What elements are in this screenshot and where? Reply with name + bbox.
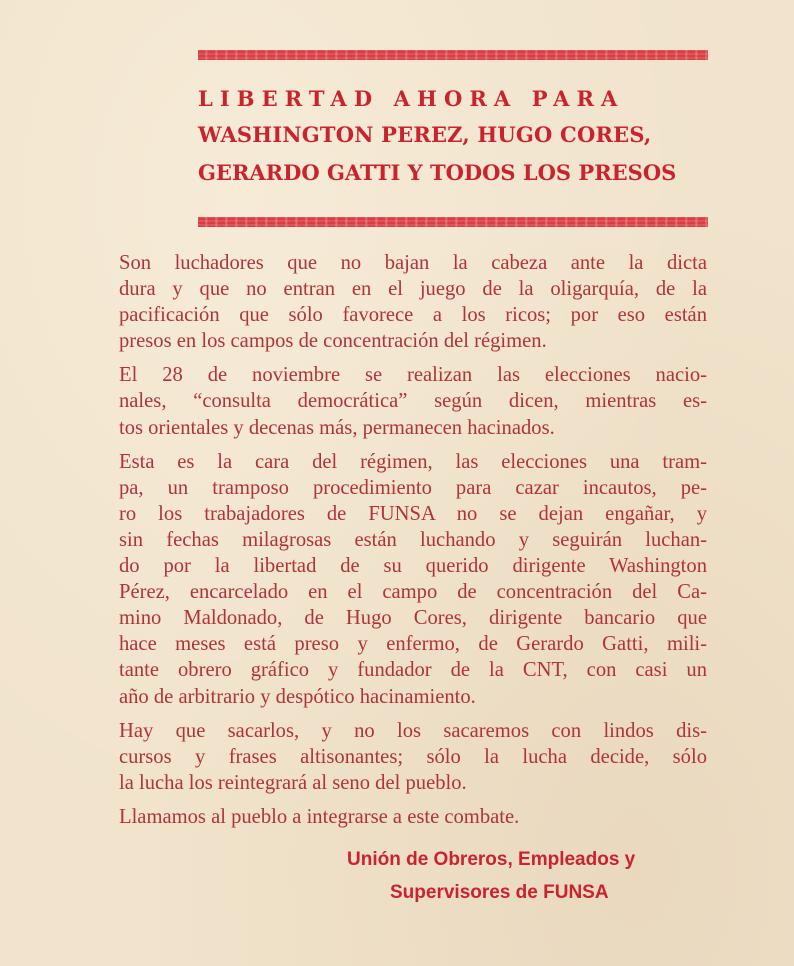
body-line: tos orientales y decenas más, permanecen hacinados. [119,416,555,439]
body-line: año de arbitrario y despótico hacinamiento. [119,685,476,708]
body-line: pacificación que sólo favorece a los ricos; por eso están [119,304,707,327]
body-line: Hay que sacarlos, y no los sacaremos con lindos dis- [119,719,707,742]
body-line: Llamamos al pueblo a integrarse a este combate. [119,805,520,828]
body-line: la lucha los reintegrará al seno del pueblo. [119,771,467,794]
body-line: Pérez, encarcelado en el campo de concentración del Ca- [119,581,707,604]
body-line: Esta es la cara del régimen, las elecciones una tram- [119,450,707,473]
body-text [119,250,707,830]
headline-line-3: GERARDO GATTI Y TODOS LOS PRESOS [198,160,677,185]
body-line: tante obrero gráfico y fundador de la CNT, con casi un [119,659,707,682]
headline-line-1: LIBERTAD AHORA PARA [198,86,625,111]
body-line: do por la libertad de su querido dirigente Washington [119,555,707,578]
signature-line-1: Unión de Obreros, Empleados y [347,849,636,870]
body-line: nales, “consulta democrática” según dicen, mientras es- [119,390,707,413]
headline-line-2: WASHINGTON PEREZ, HUGO CORES, [198,122,652,147]
bottom-red-rule [198,217,708,227]
paragraph-3 [119,449,707,710]
body-line: presos en los campos de concentración del régimen. [119,330,547,353]
paragraph-gap [119,796,707,804]
paragraph-4 [119,718,707,796]
paragraph-gap [119,710,707,718]
body-line: pa, un tramposo procedimiento para cazar incautos, pe- [119,476,707,499]
body-line: dura y que no entran en el juego de la oligarquía, de la [119,278,707,301]
body-line: cursos y frases altisonantes; sólo la lucha decide, sólo [119,745,707,768]
top-red-rule [198,50,708,60]
paragraph-gap [119,354,707,362]
body-line: hace meses está preso y enfermo, de Gerardo Gatti, mili- [119,633,707,656]
paragraph-2 [119,362,707,440]
body-line: El 28 de noviembre se realizan las elecciones nacio- [119,364,707,387]
paragraph-1 [119,250,707,354]
body-line: Son luchadores que no bajan la cabeza ante la dicta [119,252,707,274]
paragraph-5 [119,804,707,830]
paragraph-gap [119,441,707,449]
body-line: sin fechas milagrosas están luchando y seguirán luchan- [119,528,707,551]
body-line: mino Maldonado, de Hugo Cores, dirigente bancario que [119,607,707,630]
signature-line-2: Supervisores de FUNSA [390,882,609,903]
body-line: ro los trabajadores de FUNSA no se dejan engañar, y [119,502,707,525]
